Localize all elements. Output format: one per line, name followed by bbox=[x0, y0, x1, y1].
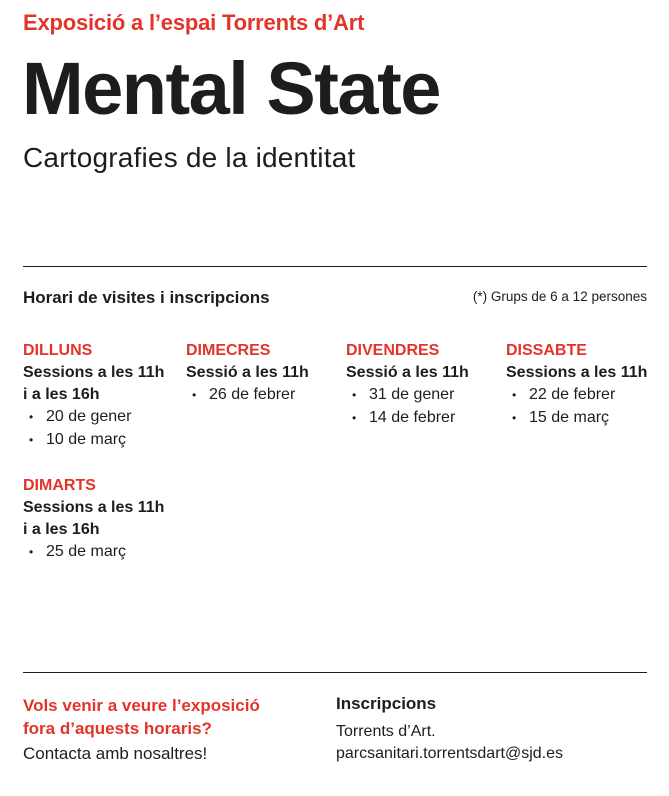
date-item: • 10 de març bbox=[23, 429, 183, 452]
day-session: Sessions a les 11h bbox=[23, 499, 165, 516]
day-name: DIVENDRES bbox=[346, 342, 440, 359]
inscriptions-heading: Inscripcions bbox=[336, 694, 437, 713]
day-session-extra: i a les 16h bbox=[23, 386, 100, 403]
day-session: Sessions a les 11h bbox=[23, 364, 165, 381]
question-line: Vols venir a veure l’exposició bbox=[23, 696, 260, 715]
date-list bbox=[186, 384, 346, 407]
date-list bbox=[506, 384, 666, 429]
day-monday bbox=[23, 340, 183, 451]
group-size-note: (*) Grups de 6 a 12 persones bbox=[472, 289, 647, 304]
exhibition-kicker: Exposició a l’espai Torrents d’Art bbox=[23, 10, 365, 35]
day-name: DIMARTS bbox=[23, 477, 96, 494]
question-line: fora d’aquests horaris? bbox=[23, 719, 212, 738]
day-saturday bbox=[506, 340, 666, 429]
day-tuesday bbox=[23, 475, 183, 564]
day-session: Sessió a les 11h bbox=[346, 364, 469, 381]
date-list bbox=[23, 406, 183, 451]
top-divider bbox=[23, 266, 647, 267]
inscriptions-email[interactable]: parcsanitari.torrentsdart@sjd.es bbox=[336, 745, 563, 762]
day-friday bbox=[346, 340, 506, 429]
date-item: • 20 de gener bbox=[23, 406, 183, 429]
day-session: Sessió a les 11h bbox=[186, 364, 309, 381]
off-hours-question bbox=[23, 694, 303, 740]
page-title: Mental State bbox=[22, 47, 440, 130]
date-list bbox=[346, 384, 506, 429]
date-list bbox=[23, 541, 183, 564]
date-item: • 26 de febrer bbox=[186, 384, 346, 407]
day-name: DISSABTE bbox=[506, 342, 587, 359]
day-name: DIMECRES bbox=[186, 342, 271, 359]
day-session: Sessions a les 11h bbox=[506, 364, 648, 381]
page-subtitle: Cartografies de la identitat bbox=[23, 142, 356, 173]
inscriptions-place: Torrents d’Art. bbox=[336, 723, 436, 740]
contact-us-text: Contacta amb nosaltres! bbox=[23, 744, 208, 763]
date-item: • 22 de febrer bbox=[506, 384, 666, 407]
bottom-divider bbox=[23, 672, 647, 673]
date-item: • 31 de gener bbox=[346, 384, 506, 407]
schedule-heading: Horari de visites i inscripcions bbox=[23, 288, 270, 307]
date-item: • 15 de març bbox=[506, 407, 666, 430]
day-session-extra: i a les 16h bbox=[23, 521, 100, 538]
day-wednesday bbox=[186, 340, 346, 407]
date-item: • 25 de març bbox=[23, 541, 183, 564]
date-item: • 14 de febrer bbox=[346, 407, 506, 430]
day-name: DILLUNS bbox=[23, 342, 93, 359]
